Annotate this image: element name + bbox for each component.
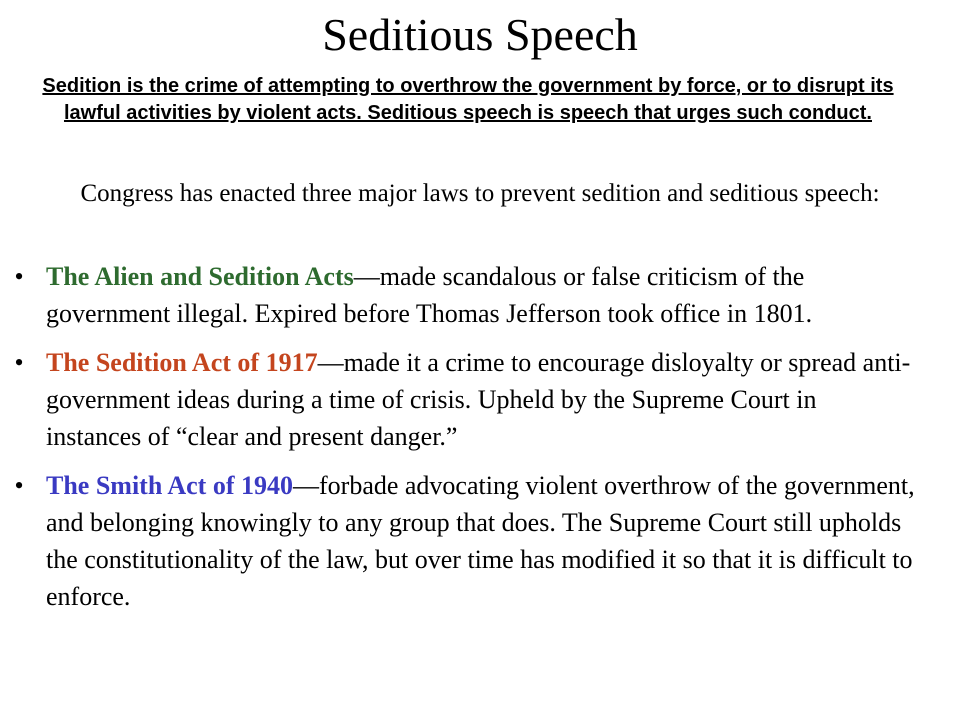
- act-description: —made it a crime to encourage disloyalty or spread anti-government ideas during a time of crisis. Upheld by the Supreme Court in instances of “clear and present danger.”: [46, 348, 911, 451]
- list-item: [0, 258, 960, 332]
- list-item: [0, 344, 960, 455]
- slide-title: Seditious Speech: [322, 9, 638, 60]
- bullet-text: [46, 467, 916, 615]
- act-name: The Sedition Act of 1917: [46, 348, 318, 377]
- bullet-icon: •: [14, 471, 24, 500]
- act-name: The Alien and Sedition Acts: [46, 262, 354, 291]
- bullet-icon: •: [14, 262, 24, 291]
- act-description: —forbade advocating violent overthrow of the government, and belonging knowingly to any group that does. The Supreme Court still upholds the constitutionality of the law, but over time has modified it so that it is difficult to enforce.: [46, 471, 915, 611]
- bullet-text: [46, 258, 916, 332]
- laws-list: [0, 258, 960, 627]
- intro-text: Congress has enacted three major laws to prevent sedition and seditious speech:: [80, 180, 880, 207]
- bullet-icon: •: [14, 348, 24, 377]
- list-item: [0, 467, 960, 615]
- act-description: —made scandalous or false criticism of the government illegal. Expired before Thomas Jefferson took office in 1801.: [46, 262, 813, 328]
- bullet-text: [46, 344, 916, 455]
- act-name: The Smith Act of 1940: [46, 471, 293, 500]
- sedition-definition: Sedition is the crime of attempting to overthrow the government by force, or to disrupt its lawful activities by violent acts. Seditious speech is speech that urges such conduct.: [42, 75, 894, 124]
